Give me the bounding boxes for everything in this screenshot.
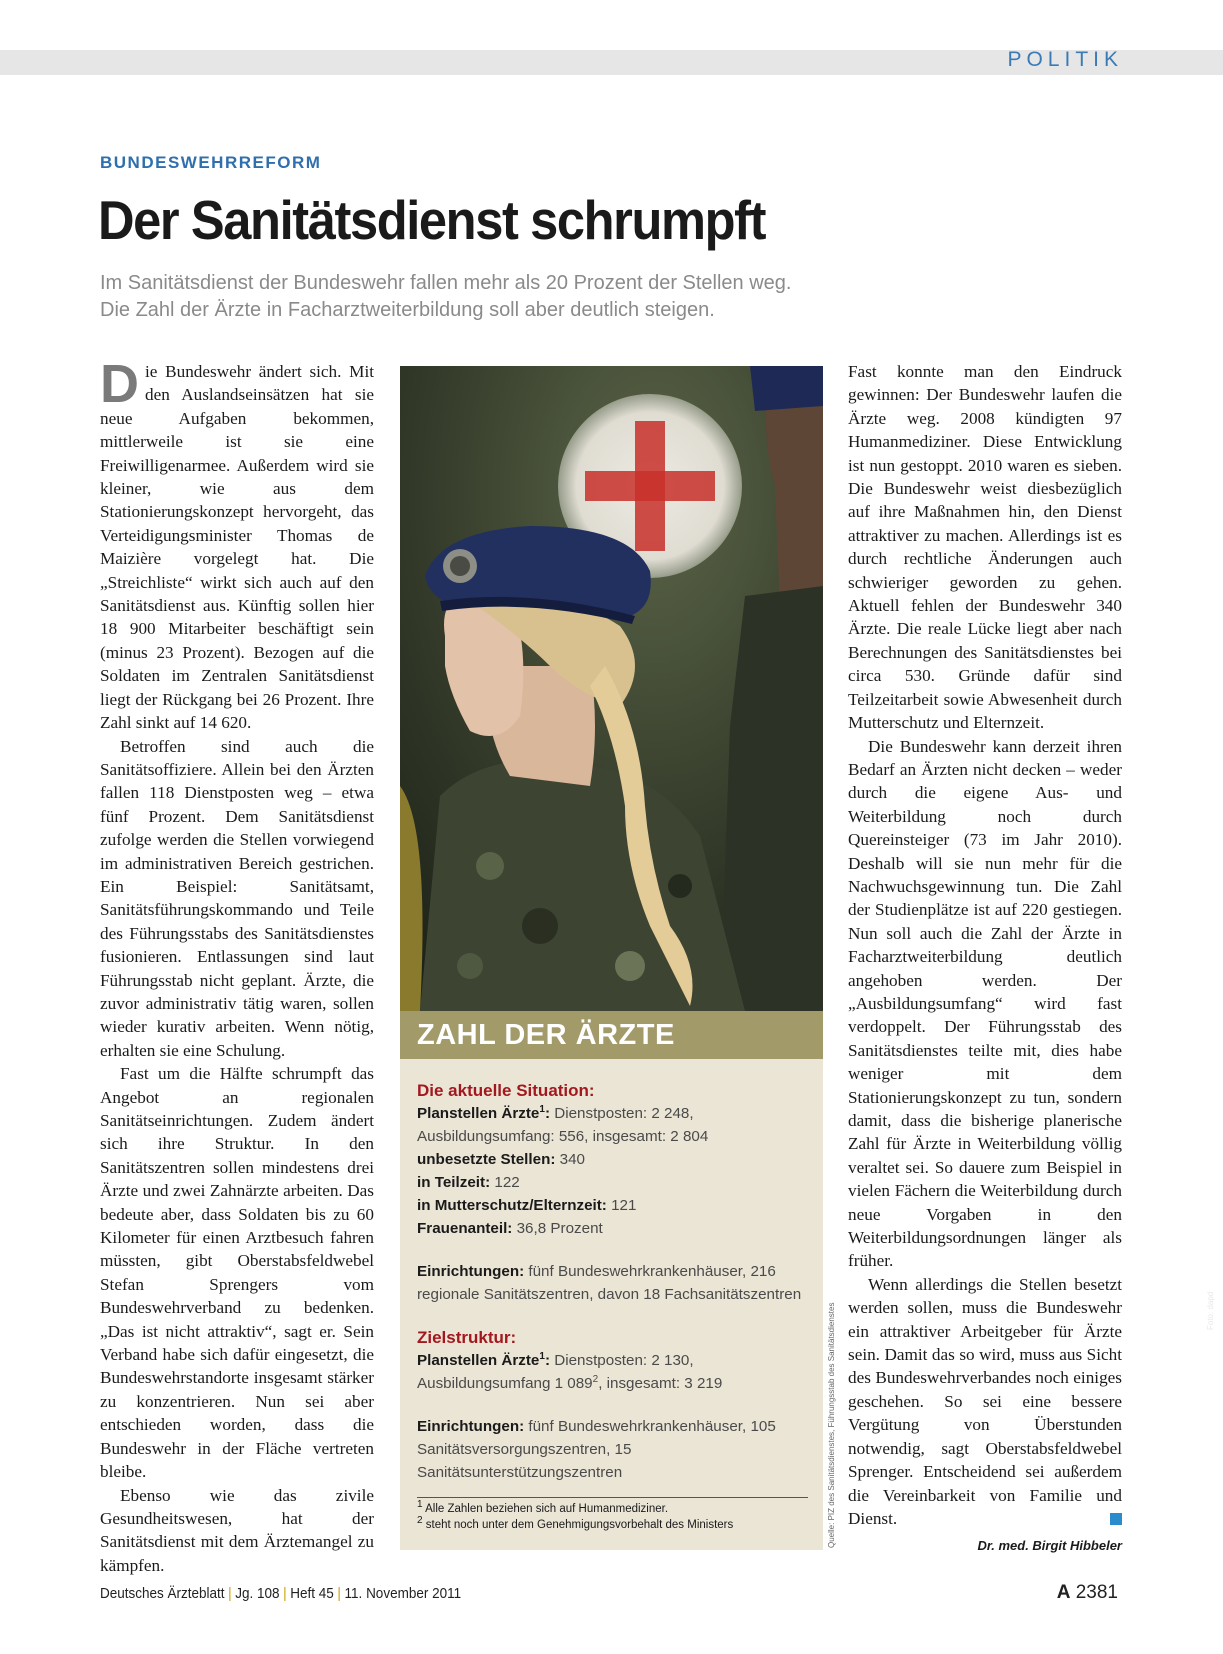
lead-line-1: Im Sanitätsdienst der Bundeswehr fallen mehr als 20 Prozent der Stellen weg. xyxy=(100,272,792,294)
page-footer: Deutsches Ärzteblatt | Jg. 108 | Heft 45 | 11. November 2011 xyxy=(100,1585,462,1602)
teilzeit: in Teilzeit: 122 xyxy=(417,1174,520,1191)
planstellen-target: Planstellen Ärzte$^1$: Dienstposten: 2 130, Ausbildungsumfang 1 $089^2$, insgesamt: 3 219 xyxy=(417,1350,723,1392)
photo-credit: Foto: dapd xyxy=(1206,1291,1215,1330)
info-box xyxy=(400,1011,823,1550)
paragraph: Die Bundeswehr ändert sich. Mit den Auslandseinsätzen hat sie neue Aufgaben bekommen, mittlerweile ist sie eine Freiwilligenarmee. Außerdem wird sie kleiner, wie aus dem Stationierungskonzept hervorgeht, das Verteidigungsminister Thomas de Maizière vorgelegt hat. Die „Streichliste“ wirkt sich auch auf den Sanitätsdienst aus. Künftig sollen hier 18 900 Mitarbeiter beschäftigt sein (minus 23 Prozent). Bezogen auf die Soldaten im Zentralen Sanitätsdienst liegt der Rückgang bei 26 Prozent. Ihre Zahl sinkt auf 14 620. xyxy=(100,354,374,733)
paragraph: Fast konnte man den Eindruck gewinnen: Der Bundeswehr laufen die Ärzte weg. 2008 kündigten 97 Humanmediziner. Diese Entwicklung ist nun gestoppt. 2010 waren es sieben. Die Bundeswehr weist diesbezüglich auf ihre Maßnahmen hin, den Dienst attraktiver zu machen. Allerdings ist es durch rechtliche Änderungen auch schwieriger geworden zu gehen. Aktuell fehlen der Bundeswehr 340 Ärzte. Die reale Lücke liegt aber nach Berechnungen des Sanitätsdienstes bei circa 530. Gründe dafür sind Teilzeitarbeit sowie Abwesenheit durch Mutterschutz und Elternzeit. xyxy=(848,362,1122,733)
einrichtungen-current: Einrichtungen: fünf Bundeswehrkrankenhäuser, 216 regionale Sanitätszentren, davon 18 Fachsanitätszentren xyxy=(417,1263,802,1303)
section-label: POLITIK xyxy=(1007,48,1123,71)
einrichtungen-target: Einrichtungen: fünf Bundeswehrkrankenhäuser, 105 Sanitätsversorgungszentren, 15 Sanitätsunterstützungszentren xyxy=(417,1418,776,1481)
target-structure-heading: Zielstruktur: xyxy=(417,1328,517,1347)
paragraph: Fast um die Hälfte schrumpft das Angebot an regionalen Sanitätseinrichtungen. Zudem ändert sich ihre Struktur. In den Sanitätszentren sollen mindestens drei Ärzte und zwei Zahnärzte arbeiten. Das bedeute aber, dass Soldaten bis zu 60 Kilometer für einen Arztbesuch fahren müssten, gibt Oberstabsfeldwebel Stefan Sprengers vom Bundeswehrverband zu bedenken. „Das ist nicht attraktiv“, sagt er. Sein Verband habe sich dafür eingesetzt, die Bundeswehrstandorte insgesamt stärker zu konzentrieren. Nun sei aber entschieden worden, dass die Bundeswehr in der Fläche vertreten bleibe. xyxy=(100,1064,374,1482)
journal-name: Deutsches Ärzteblatt xyxy=(100,1585,225,1602)
drop-cap: D xyxy=(100,354,139,414)
paragraph: Betroffen sind auch die Sanitätsoffiziere. Allein bei den Ärzten fallen 118 Dienstposten weg – etwa fünf Prozent. Dem Sanitätsdienst zufolge werden die Stellen vorwiegend im administrativen Bereich gestrichen. Ein Beispiel: Sanitätsamt, Sanitätsführungskommando und Teile des Führungsstabs des Sanitätsdienstes fusionieren. Entlassungen sind laut Führungsstab nicht geplant. Ärzte, die zuvor administrativ tätig waren, sollen wieder kurativ arbeiten. Wenn nötig, erhalten sie eine Schulung. xyxy=(100,736,374,1060)
planstellen-current: Planstellen Ärzte$^1$: Dienstposten: 2 248, Ausbildungsumfang: 556, insgesamt: 2 804 xyxy=(417,1103,709,1145)
journal-volume: Jg. 108 xyxy=(235,1585,280,1602)
unbesetzte-stellen: unbesetzte Stellen: 340 xyxy=(417,1151,585,1168)
article-kicker: BUNDESWEHRREFORM xyxy=(100,153,322,172)
info-box-footnotes xyxy=(417,1497,808,1533)
info-box-body xyxy=(400,1059,823,1533)
paragraph: Wenn allerdings die Stellen besetzt werden sollen, muss die Bundeswehr ein attraktiver Arbeitgeber für Ärzte sein. Damit das so wird, muss aus Sicht des Bundeswehrverbandes noch einiges geschehen. So sei eine bessere Vergütung von Überstunden notwendig, sagt Oberstabsfeldwebel Sprenger. Entscheidend sei außerdem die Vereinbarkeit von Familie und Dienst. xyxy=(848,1274,1122,1528)
paragraph: Die Bundeswehr kann derzeit ihren Bedarf an Ärzten nicht decken – weder durch die eigene Aus- und Weiterbildung noch durch Quereinsteiger (73 im Jahr 2010). Deshalb will sie nun mehr für die Nachwuchsgewinnung tun. Die Zahl der Studienplätze ist auf 220 gestiegen. Nun soll auch die Zahl der Ärzte in Facharztweiterbildung deutlich angehoben werden. Der „Ausbildungsumfang“ wird fast verdoppelt. Der Führungsstab des Sanitätsdienstes teilte mit, dies habe weniger mit dem Stationierungskonzept zu tun, sondern damit, dass die bisherige planerische Zahl für Ärzte in Weiterbildung völlig veraltet sei. So dauere zum Beispiel in vielen Fächern die Weiterbildung durch neue Vorgaben in den Weiterbildungsordnungen länger als früher. xyxy=(848,736,1122,1271)
article-column-1 xyxy=(100,354,374,1577)
info-box-title: ZAHL DER ÄRZTE xyxy=(400,1011,823,1059)
frauenanteil: Frauenanteil: 36,8 Prozent xyxy=(417,1220,603,1237)
lead-line-2: Die Zahl der Ärzte in Facharztweiterbildung soll aber deutlich steigen. xyxy=(100,299,715,321)
article-column-3 xyxy=(848,360,1122,1558)
current-situation-heading: Die aktuelle Situation: xyxy=(417,1081,595,1100)
issue-date: 11. November 2011 xyxy=(344,1585,462,1602)
article-lead xyxy=(100,270,980,324)
footnote-2: $^2$ steht noch unter dem Genehmigungsvorbehalt des Ministers xyxy=(417,1515,734,1531)
article-title: Der Sanitätsdienst schrumpft xyxy=(98,189,766,251)
paragraph: Ebenso wie das zivile Gesundheitswesen, hat der Sanitätsdienst mit dem Ärztemangel zu kämpfen. xyxy=(100,1485,374,1575)
journal-issue: Heft 45 xyxy=(290,1585,334,1602)
author-name: Dr. med. Birgit Hibbeler xyxy=(977,1538,1122,1554)
end-square-icon xyxy=(1110,1513,1122,1525)
footnote-1: $^1$ Alle Zahlen beziehen sich auf Humanmediziner. xyxy=(417,1499,669,1515)
page-number: A 2381 xyxy=(1056,1582,1118,1603)
soldier-photo-illustration xyxy=(400,366,823,1011)
info-box-source: Quelle: PIZ des Sanitätsdienstes, Führungsstab des Sanitätsdienstes xyxy=(827,1302,836,1548)
mutterschutz: in Mutterschutz/Elternzeit: 121 xyxy=(417,1197,637,1214)
